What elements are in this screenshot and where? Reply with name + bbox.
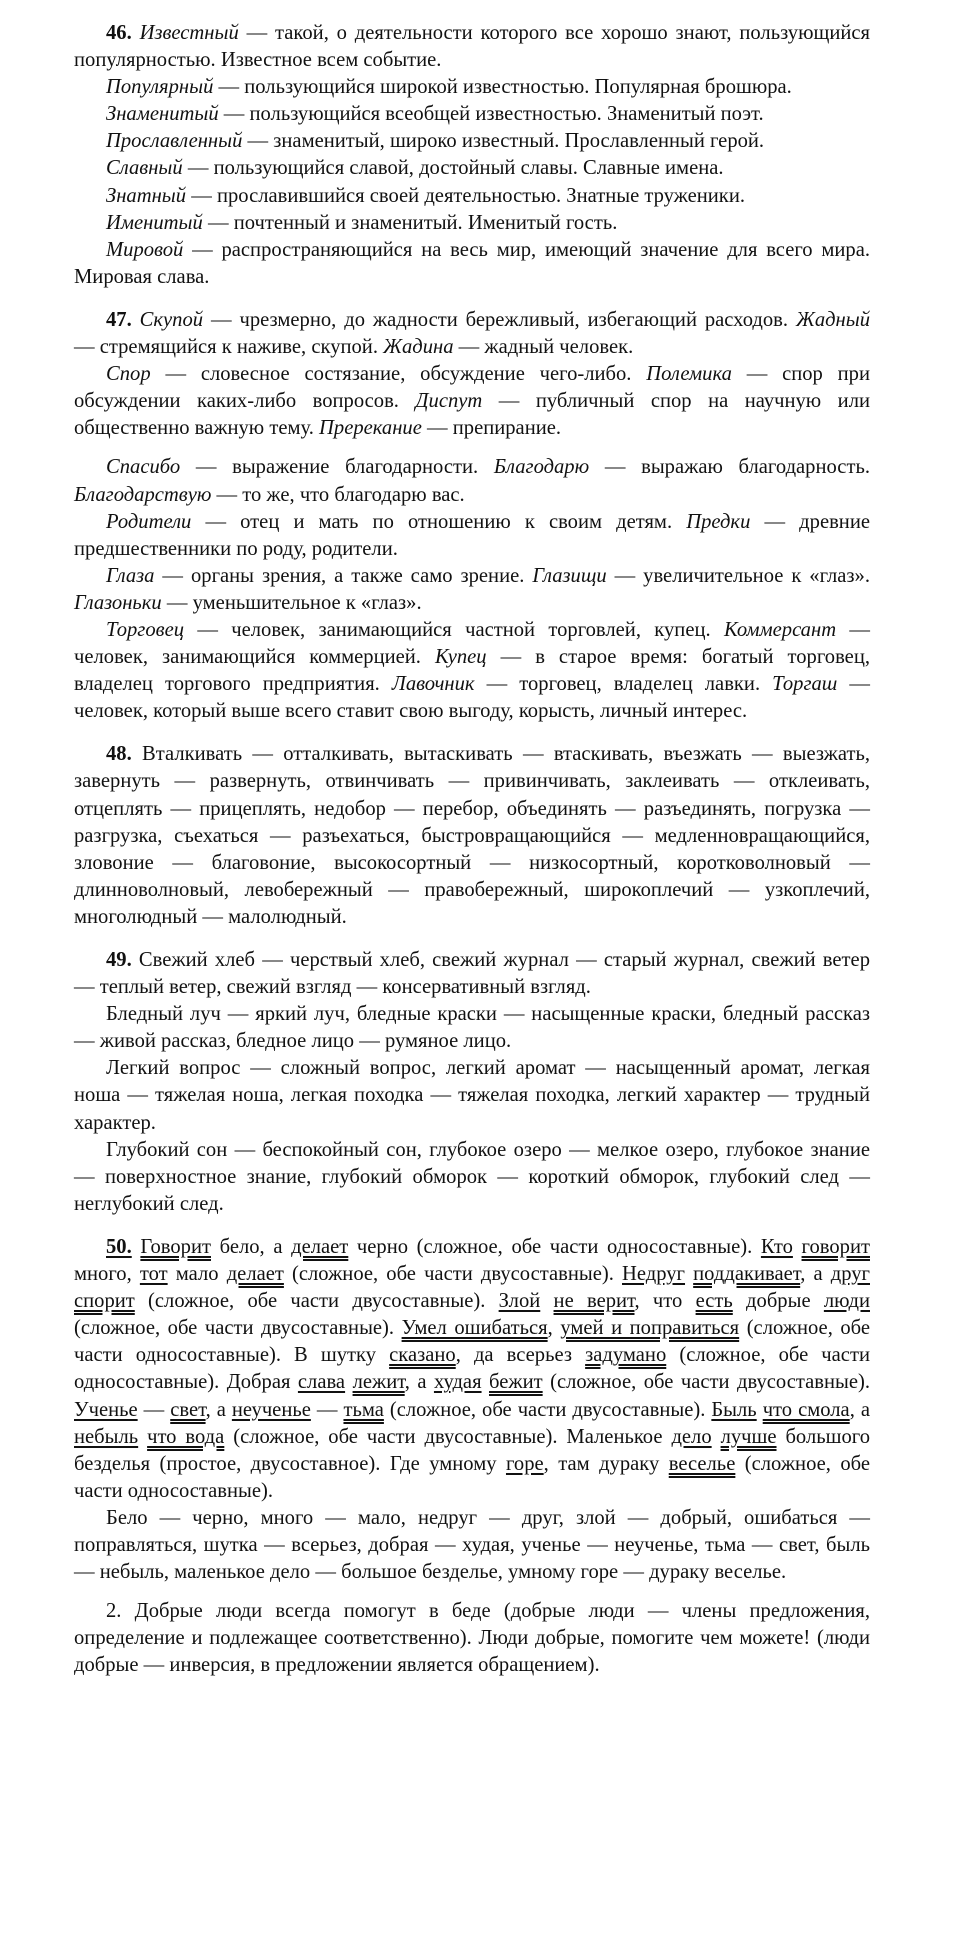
paragraph: Бело — черно, много — мало, недруг — друг, злой — добрый, ошибаться — поправляться, шутка — всерьез, добрая — худая, ученье — неученье, тьма — свет, быль — небыль, маленькое дело — большое безделье, умному горе — дураку веселье.	[74, 1506, 870, 1584]
definition: — почтенный и знаменитый. Именитый гость.	[202, 211, 618, 234]
definition: — пользующийся славой, достойный славы. Славные имена.	[182, 157, 724, 180]
definition: — выражаю благодарность.	[589, 456, 870, 479]
term: Торговец	[106, 618, 185, 641]
subject: слава	[297, 1371, 346, 1394]
subject: Быль	[711, 1398, 757, 1421]
text: (сложное, обе части двусоставные).	[383, 1398, 712, 1421]
text	[685, 1263, 693, 1285]
term: Глазищи	[532, 564, 607, 587]
definition: — уменьшительное к «глаз».	[161, 591, 422, 614]
term: Лавочник	[391, 673, 475, 696]
subject: худая	[433, 1371, 482, 1394]
term: Полемика	[646, 363, 732, 386]
paragraph	[74, 509, 870, 563]
predicate: бежит	[489, 1371, 543, 1394]
section-47	[74, 307, 870, 725]
term: Благодарю	[493, 456, 590, 479]
definition: — публичный спор на научную или общественно важную тему.	[74, 390, 870, 440]
subject: неученье	[231, 1398, 311, 1421]
exercise-number: 49.	[106, 949, 132, 971]
text: большого безделья (простое, двусоставное). Где умному	[74, 1425, 870, 1475]
paragraph	[74, 361, 870, 442]
definition: — торговец, владелец лавки.	[474, 673, 773, 696]
predicate: умей и поправиться	[560, 1317, 740, 1340]
paragraph	[74, 237, 870, 291]
term: Родители	[106, 510, 192, 533]
text: , там дураку	[543, 1452, 669, 1475]
text	[540, 1290, 553, 1312]
paragraph	[74, 20, 870, 74]
paragraph	[74, 1234, 870, 1505]
predicate: сказано	[389, 1344, 456, 1367]
predicate: тьма	[343, 1398, 384, 1421]
paragraph: 2. Добрые люди всегда помогут в беде (добрые люди — члены предложения, определение и подлежащее соответственно). Люди добрые, помогите чем можете! (люди добрые — инверсия, в предложении является обращением).	[74, 1600, 870, 1677]
text: бело, а	[210, 1235, 292, 1258]
text: (сложное, обе части двусоставные).	[134, 1290, 499, 1313]
text: (сложное, обе части односоставные). В шутку	[74, 1317, 871, 1367]
definition: — древние предшественники по роду, родители.	[74, 510, 870, 560]
subject: тот	[139, 1263, 168, 1286]
predicate: не верит	[553, 1290, 635, 1313]
paragraph	[74, 741, 870, 931]
definition: — то же, что благодарю вас.	[211, 483, 465, 506]
definition: — человек, который выше всего ставит свою выгоду, корысть, личный интерес.	[74, 673, 870, 723]
text: (сложное, обе части односоставные).	[74, 1452, 870, 1502]
paragraph	[74, 307, 870, 361]
section-49	[74, 947, 870, 1218]
exercise-number: 50.	[106, 1235, 132, 1258]
term: Жадина	[383, 336, 454, 359]
subject: Кто	[760, 1235, 793, 1258]
predicate: лучше	[720, 1425, 777, 1448]
term: Диспут	[415, 390, 483, 413]
paragraph: Бледный луч — яркий луч, бледные краски — насыщенные краски, бледный рассказ — живой рассказ, бледное лицо — румяное лицо.	[74, 1003, 870, 1053]
predicate: Говорит	[140, 1235, 211, 1258]
paragraph	[74, 101, 870, 128]
term: Глаза	[106, 564, 155, 587]
section-46	[74, 20, 870, 291]
definition: — знаменитый, широко известный. Прославленный герой.	[242, 130, 765, 153]
exercise-number: 46.	[106, 22, 132, 44]
term: Знаменитый	[106, 103, 219, 126]
term: Предки	[686, 510, 751, 533]
antonym-list: Вталкивать — отталкивать, вытаскивать — втаскивать, въезжать — выезжать, завернуть — развернуть, отвинчивать — привинчивать, заклеивать — отклеивать, отцеплять — прицеплять, недобор — перебор, объединять — разъединять, погрузка — разгрузка, съехаться — разъехаться, быстровращающийся — медленновращающийся, зловоние — благовоние, высокосортный — низкосортный, коротковолновый — длинноволновый, левобережный — правобережный, широкоплечий — узкоплечий, многолюдный — малолюдный.	[74, 743, 870, 928]
text: , а	[404, 1371, 434, 1394]
definition: — такой, о деятельности которого все хорошо знают, пользующийся популярностью. Известное всем событие.	[74, 22, 870, 72]
text: —	[137, 1398, 171, 1421]
definition: — увеличительное к «глаз».	[606, 564, 870, 587]
predicate: говорит	[801, 1235, 870, 1258]
term: Спасибо	[106, 456, 181, 479]
text: (сложное, обе части двусоставные).	[542, 1371, 870, 1394]
definition: — препирание.	[421, 417, 562, 440]
definition: — в старое время: богатый торговец, владелец торгового предприятия.	[74, 646, 870, 696]
term: Торгаш	[772, 673, 838, 696]
definition: — пользующийся всеобщей известностью. Знаменитый поэт.	[218, 103, 764, 126]
text: (сложное, обе части двусоставные). Маленькое	[224, 1425, 672, 1448]
definition: — прославившийся своей деятельностью. Знатные труженики.	[186, 184, 745, 207]
predicate: свет	[170, 1398, 206, 1421]
definition: — стремящийся к наживе, скупой.	[74, 336, 384, 359]
term: Коммерсант	[723, 618, 837, 641]
exercise-number: 47.	[106, 308, 132, 331]
text	[482, 1371, 489, 1393]
predicate: что вода	[147, 1425, 225, 1448]
text: , да всерьез	[455, 1344, 586, 1367]
text	[793, 1236, 802, 1258]
text: ,	[547, 1317, 561, 1340]
predicate: веселье	[668, 1452, 736, 1475]
term: Спор	[106, 363, 151, 386]
subject: друг	[830, 1263, 870, 1286]
predicate: задумано	[585, 1344, 667, 1367]
term: Именитый	[106, 211, 203, 234]
term: Жадный	[795, 308, 870, 331]
predicate: спорит	[74, 1290, 135, 1313]
paragraph	[74, 210, 870, 237]
paragraph-text: Свежий хлеб — черствый хлеб, свежий журнал — старый журнал, свежий ветер — теплый ветер, свежий взгляд — консервативный взгляд.	[74, 949, 870, 999]
definition: — словесное состязание, обсуждение чего-либо.	[150, 363, 647, 386]
definition: — органы зрения, а также само зрение.	[154, 564, 533, 587]
subject: Злой	[498, 1290, 541, 1313]
predicate: что смола	[762, 1398, 850, 1421]
text: , а	[800, 1263, 831, 1286]
text: —	[310, 1398, 344, 1421]
text: (сложное, обе части двусоставные).	[74, 1317, 402, 1340]
subject: небыль	[74, 1425, 139, 1448]
paragraph	[74, 183, 870, 210]
text: (сложное, обе части односоставные). Добрая	[74, 1344, 870, 1394]
section-50	[74, 1234, 870, 1680]
term: Глазоньки	[74, 591, 162, 614]
definition: — человек, занимающийся частной торговлей, купец.	[184, 618, 724, 641]
term: Прославленный	[106, 130, 243, 153]
term: Мировой	[106, 238, 184, 261]
subject: дело	[671, 1425, 712, 1448]
text	[138, 1426, 147, 1448]
section-48	[74, 741, 870, 931]
term: Купец	[434, 646, 487, 669]
paragraph	[74, 155, 870, 182]
term: Благодарствую	[74, 483, 212, 506]
term: Популярный	[106, 76, 214, 99]
text: мало	[167, 1263, 227, 1286]
definition: — человек, занимающийся коммерцией.	[74, 618, 870, 669]
text: , а	[205, 1398, 232, 1421]
text: (сложное, обе части двусоставные).	[283, 1263, 623, 1286]
paragraph: Глубокий сон — беспокойный сон, глубокое озеро — мелкое озеро, глубокое знание — поверхностное знание, глубокий обморок — короткий обморок, глубокий след — неглубокий след.	[74, 1138, 870, 1215]
text: , а	[849, 1398, 870, 1421]
text	[345, 1371, 352, 1393]
text: черно (сложное, обе части односоставные).	[348, 1235, 761, 1258]
subject: Недруг	[622, 1263, 686, 1286]
paragraph	[74, 947, 870, 1001]
subject: люди	[823, 1290, 870, 1313]
definition: — чрезмерно, до жадности бережливый, избегающий расходов.	[203, 308, 796, 331]
definition: — выражение благодарности.	[180, 456, 494, 479]
definition: — жадный человек.	[453, 336, 634, 359]
exercise-number: 48.	[106, 743, 132, 766]
term: Известный	[139, 22, 239, 44]
predicate: делает	[291, 1235, 349, 1258]
predicate: поддакивает	[693, 1263, 801, 1286]
paragraph: Легкий вопрос — сложный вопрос, легкий аромат — насыщенный аромат, легкая ноша — тяжелая ноша, легкая походка — тяжелая походка, легкий характер — трудный характер.	[74, 1057, 870, 1134]
text: , что	[634, 1290, 696, 1313]
definition: — спор при обсуждении каких-либо вопросов.	[74, 363, 870, 413]
definition: — пользующийся широкой известностью. Популярная брошюра.	[213, 76, 792, 99]
predicate: есть	[695, 1290, 733, 1313]
predicate: делает	[226, 1263, 284, 1286]
paragraph	[74, 617, 870, 725]
definition: — отец и мать по отношению к своим детям.	[191, 510, 687, 533]
paragraph	[74, 563, 870, 617]
predicate: Умел ошибаться	[401, 1317, 548, 1340]
text: добрые	[732, 1290, 824, 1313]
subject: горе	[505, 1452, 544, 1475]
predicate: лежит	[352, 1371, 405, 1394]
term: Славный	[106, 157, 183, 180]
term: Пререкание	[319, 417, 422, 440]
paragraph	[74, 74, 870, 101]
subject: Ученье	[74, 1398, 138, 1421]
definition: — распространяющийся на весь мир, имеющий значение для всего мира. Мировая слава.	[74, 238, 870, 288]
paragraph	[74, 128, 870, 155]
text: много,	[74, 1263, 140, 1286]
paragraph	[74, 454, 870, 508]
text	[712, 1426, 721, 1448]
term: Знатный	[106, 184, 187, 207]
term: Скупой	[139, 308, 204, 331]
